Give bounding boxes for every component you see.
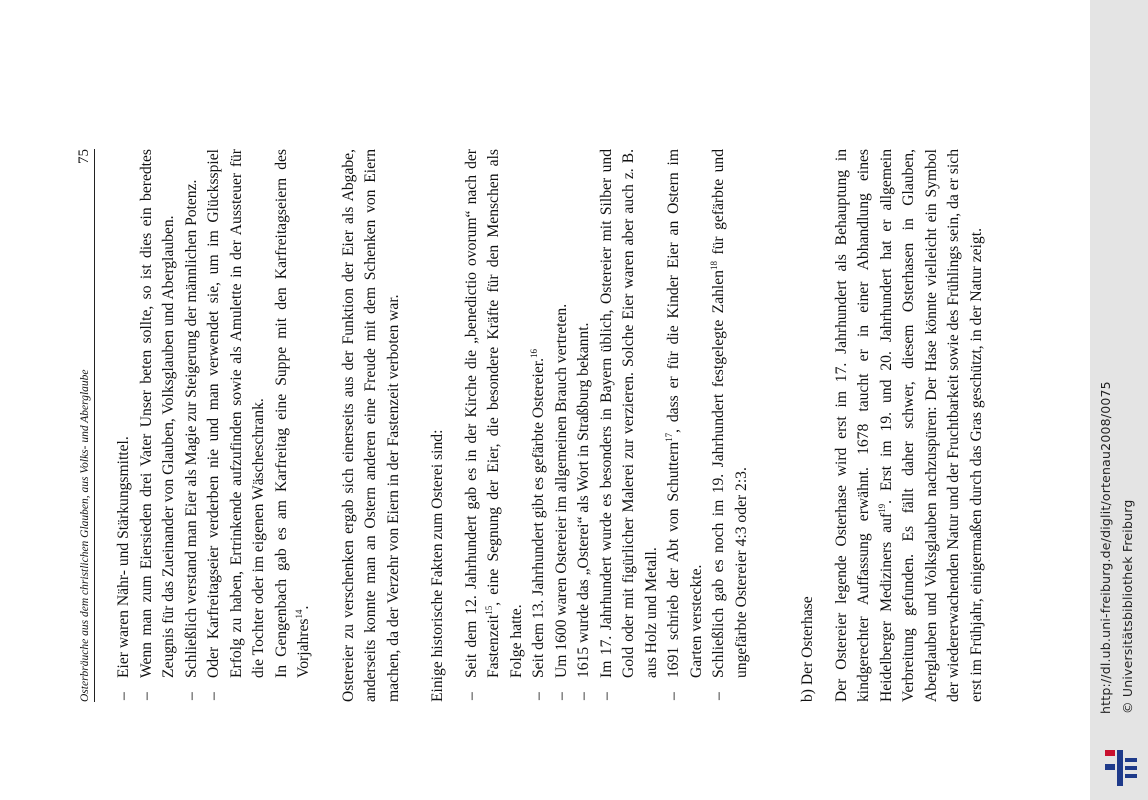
dash-bullet: – [205, 692, 222, 700]
dash-bullet: – [530, 692, 547, 700]
list-item [181, 149, 204, 702]
running-title: Osterbräuche aus dem christlichen Glauben, aus Volks- und Aberglaube [79, 369, 91, 702]
list-item-text: Seit dem 13. Jahrhundert gibt es gefärbte Ostereier. [530, 357, 547, 678]
list-item [573, 149, 596, 702]
list-item [528, 149, 551, 702]
list-item-text: Schließlich verstand man Eier als Magie zur Steigerung der männlichen Potenz. [182, 179, 200, 678]
sidebar-text-block [1090, 0, 1148, 800]
source-url-link[interactable]: http://dl.ub.uni-freiburg.de/diglit/ortenau2008/0075 [1098, 381, 1113, 714]
list-item-text: Eier waren Nähr- und Stärkungsmittel. [115, 436, 132, 678]
list-bullets-2 [461, 149, 754, 702]
copyright-note: © Universitätsbibliothek Freiburg [1120, 499, 1135, 714]
page-number: 75 [76, 149, 92, 164]
facts-heading: Einige historische Fakten zum Osterei sind: [429, 429, 446, 702]
list-item [113, 149, 136, 702]
list-item [136, 149, 181, 702]
dash-bullet: – [710, 692, 727, 700]
list-item-tail: . [295, 605, 312, 610]
list-item-text: 1691 schrieb der Abt von Schuttern [665, 441, 682, 678]
list-item [708, 149, 753, 702]
dash-bullet: – [137, 692, 155, 700]
footnote-ref: 17 [663, 432, 674, 442]
list-item-text: Seit dem 12. Jahrhundert gab es in der Kirche die „benedictio ovorum“ nach der Fastenzeit [462, 149, 502, 678]
footnote-ref: 18 [708, 261, 719, 271]
list-item-text: Wenn man zum Eiersieden drei Vater Unser beten sollte, so ist dies ein beredtes Zeugnis für das Zueinander von Glauben, Volksglauben und Aberglauben. [137, 149, 177, 678]
list-item-text-rest: für gefärbte und ungefärbte Ostereier 4:3 oder 2:3. [710, 149, 750, 678]
list-item-text: Um 1600 waren Ostereier im allgemeinen Brauch vertreten. [552, 303, 570, 678]
dash-bullet: – [575, 692, 592, 700]
dash-bullet: – [115, 692, 132, 700]
dash-bullet: – [665, 692, 682, 700]
list-item-text: Im 17. Jahrhundert wurde es besonders in Bayern üblich, Ostereier mit Silber und Gold oder mit figürlicher Malerei zur verzieren. Solche Eier waren aber auch z. B. aus Holz und Metall. [597, 149, 660, 678]
library-sidebar [1090, 0, 1148, 800]
list-item-text: Oder Karfreitagseier verderben nie und man verwendet sie, um im Glücksspiel Erfolg zu haben, Ertrinkende aufzufinden sowie als Amulette in der Aussteuer für die Tochter oder im eigenen Wäscheschrank. [205, 149, 267, 678]
page-header [76, 149, 95, 702]
paragraph-osterhase [831, 149, 989, 702]
list-item-text-continued: In Gengenbach gab es am Karfreitag eine Suppe mit den Karfreitagseiern des Vorjahres [272, 149, 312, 678]
dash-bullet: – [462, 692, 480, 700]
footnote-ref: 19 [876, 503, 887, 513]
section-heading-osterhase: b) Der Osterhase [799, 596, 816, 702]
dash-bullet: – [552, 692, 570, 700]
dash-bullet: – [597, 692, 615, 700]
paragraph-text-rest: . Erst im 19. und 20. Jahrhundert hat er allgemein Verbreitung gefunden. Es fällt daher schwer, diesem Osterhasen in Glauben, Aberglauben und Volksglauben nachzuspüren: Der Hase könnte vielleicht ein Symbol der wiedererwachenden Natur und der Fruchtbarkeit sowie des Frühlings sein, da er sich erst im Frühjahr, einigermaßen durch das Gras geschützt, in der Natur zeigt. [877, 148, 985, 702]
list-item-text: Schließlich gab es noch im 19. Jahrhundert festgelegte Zahlen [710, 270, 727, 678]
ub-freiburg-logo-icon [1101, 748, 1141, 788]
paragraph-text: Der Ostereier legende Osterhase wird erst im 17. Jahrhundert als Behauptung in kindgerechter Auffassung erwähnt. 1678 taucht er in einer Abhandlung eines Heidelberger Mediziners auf [832, 149, 895, 702]
list-item-text-rest: , eine Segnung der Eier, die besondere Kräfte für den Menschen als Folge hatte. [485, 149, 525, 678]
footnote-ref: 15 [483, 605, 494, 615]
footnote-ref: 14 [293, 609, 304, 619]
document-page [0, 139, 1090, 714]
list-item [461, 149, 529, 702]
list-item [596, 149, 664, 702]
list-item [663, 149, 708, 702]
list-item-text: 1615 wurde das „Osterei“ als Wort in Straßburg bekannt. [575, 322, 592, 678]
paragraph-gifting: Ostereier zu verschenken ergab sich einerseits aus der Funktion der Eier als Abgabe, anderseits konnte man an Ostern anderen eine Freude mit dem Schenken von Eiern machen, da der Verzehr von Eiern in der Fastenzeit verboten war. [339, 149, 402, 702]
footnote-ref: 16 [528, 348, 539, 358]
list-item [551, 149, 574, 702]
list-bullets-1 [113, 149, 316, 702]
page-body [76, 149, 988, 702]
list-item [203, 149, 316, 702]
dash-bullet: – [182, 692, 200, 700]
list-item-text-rest: , dass er für die Kinder Eier an Ostern im Garten versteckte. [665, 149, 705, 678]
